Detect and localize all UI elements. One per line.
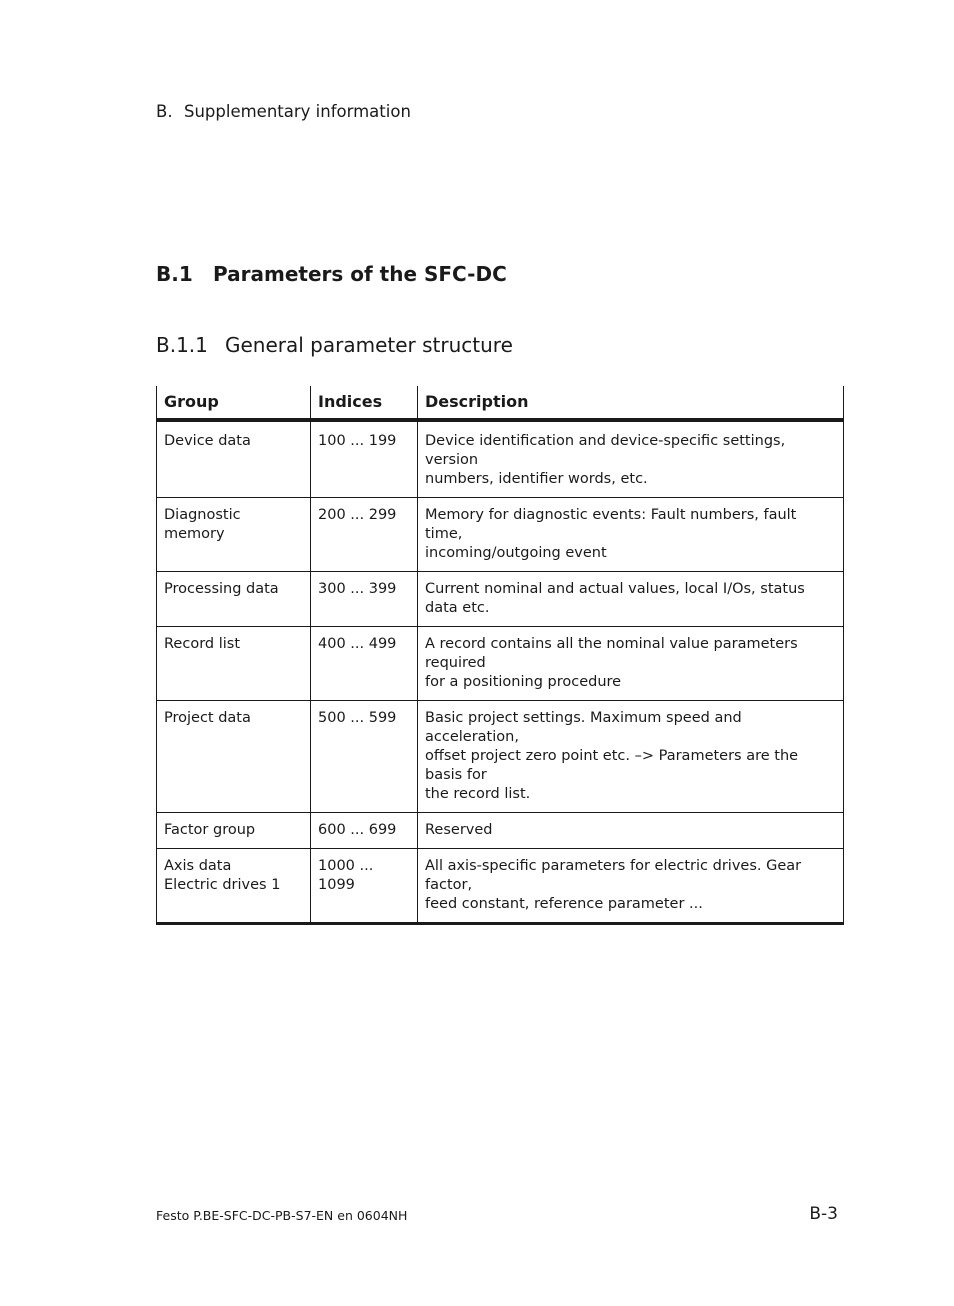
cell-description — [418, 498, 844, 572]
cell-group — [157, 420, 311, 498]
cell-group-line: Axis data — [164, 858, 232, 874]
section-title: Parameters of the SFC-DC — [213, 262, 507, 286]
cell-description-line: offset project zero point etc. –> Parameters are the basis for — [425, 748, 799, 783]
cell-group-line: Processing data — [164, 581, 279, 597]
cell-group — [157, 849, 311, 924]
cell-group-line: Record list — [164, 636, 241, 652]
table-header-row — [157, 386, 844, 420]
parameter-structure-table — [156, 386, 844, 925]
cell-description-line: feed constant, reference parameter ... — [425, 896, 703, 912]
cell-group-line: Device data — [164, 433, 251, 449]
cell-group — [157, 701, 311, 813]
running-header-title: Supplementary information — [184, 102, 411, 121]
table-row — [157, 701, 844, 813]
section-number: B.1 — [156, 262, 193, 286]
running-header-number: B. — [156, 102, 173, 121]
cell-description-line: Current nominal and actual values, local I/Os, status data etc. — [425, 581, 805, 616]
running-header — [156, 102, 411, 121]
cell-group-line: Electric drives 1 — [164, 877, 281, 893]
cell-indices: 100 ... 199 — [311, 420, 418, 498]
cell-description-line: the record list. — [425, 786, 531, 802]
cell-group — [157, 498, 311, 572]
cell-group — [157, 572, 311, 627]
cell-indices: 400 ... 499 — [311, 627, 418, 701]
page-number: B-3 — [809, 1204, 838, 1224]
cell-indices: 1000 ... 1099 — [311, 849, 418, 924]
cell-description — [418, 701, 844, 813]
cell-description-line: incoming/outgoing event — [425, 545, 607, 561]
table-row — [157, 813, 844, 849]
cell-description-line: numbers, identifier words, etc. — [425, 471, 648, 487]
cell-group-line: Project data — [164, 710, 251, 726]
cell-description-line: Device identification and device-specific settings, version — [425, 433, 786, 468]
cell-indices: 300 ... 399 — [311, 572, 418, 627]
cell-description-line: Basic project settings. Maximum speed and acceleration, — [425, 710, 742, 745]
cell-description-line: Memory for diagnostic events: Fault numbers, fault time, — [425, 507, 797, 542]
cell-indices: 600 ... 699 — [311, 813, 418, 849]
cell-description — [418, 849, 844, 924]
cell-description-line: for a positioning procedure — [425, 674, 622, 690]
column-header-group: Group — [157, 386, 311, 420]
cell-group-line: Diagnostic memory — [164, 507, 241, 542]
footer-document-id: Festo P.BE-SFC-DC-PB-S7-EN en 0604NH — [156, 1208, 408, 1223]
cell-description — [418, 813, 844, 849]
subsection-heading — [156, 333, 513, 357]
cell-description-line: All axis-specific parameters for electric drives. Gear factor, — [425, 858, 802, 893]
cell-group — [157, 813, 311, 849]
table-row — [157, 420, 844, 498]
table-row — [157, 849, 844, 924]
cell-indices: 500 ... 599 — [311, 701, 418, 813]
table-row — [157, 572, 844, 627]
table-row — [157, 498, 844, 572]
cell-indices: 200 ... 299 — [311, 498, 418, 572]
cell-group-line: Factor group — [164, 822, 256, 838]
cell-description-line: A record contains all the nominal value parameters required — [425, 636, 798, 671]
section-heading — [156, 262, 507, 286]
column-header-indices: Indices — [311, 386, 418, 420]
subsection-title: General parameter structure — [225, 333, 513, 357]
cell-description — [418, 420, 844, 498]
column-header-description: Description — [418, 386, 844, 420]
cell-group — [157, 627, 311, 701]
cell-description — [418, 572, 844, 627]
table-row — [157, 627, 844, 701]
cell-description-line: Reserved — [425, 822, 493, 838]
subsection-number: B.1.1 — [156, 333, 208, 357]
cell-description — [418, 627, 844, 701]
